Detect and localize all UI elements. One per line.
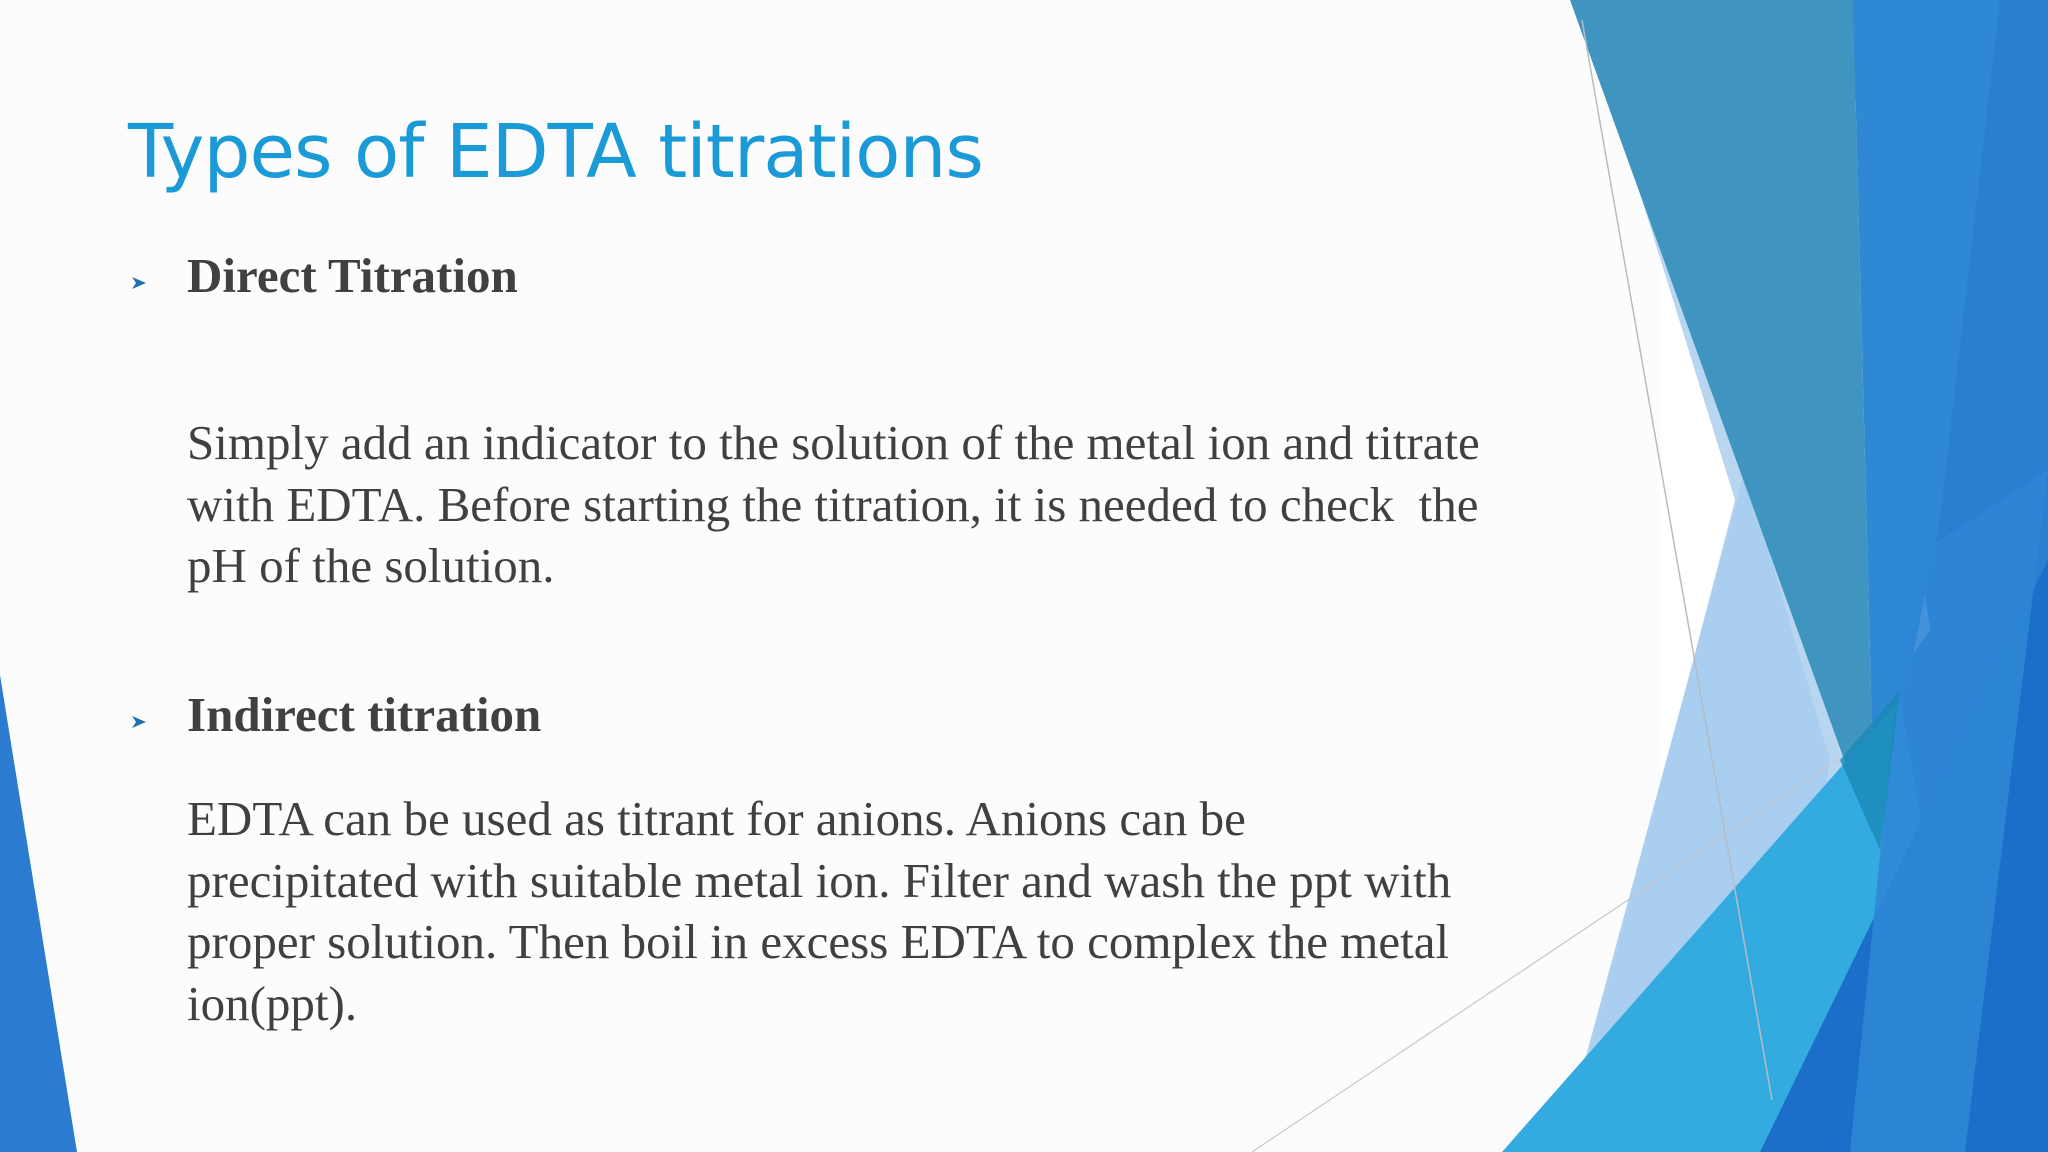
left-accent-shape — [0, 675, 77, 1152]
slide-title: Types of EDTA titrations — [128, 109, 983, 195]
body-line: Simply add an indicator to the solution of the metal ion and titrate — [187, 415, 1480, 470]
body-line: precipitated with suitable metal ion. Filter and wash the ppt with — [187, 852, 1452, 908]
body-line: EDTA can be used as titrant for anions. Anions can be — [187, 791, 1246, 846]
body-line: with EDTA. Before starting the titration, it is needed to check the — [187, 476, 1479, 532]
body-line: pH of the solution. — [187, 538, 555, 593]
arrowhead-bullet-icon — [128, 271, 152, 295]
arrowhead-bullet-icon — [128, 710, 152, 734]
section-body-indirect-titration — [187, 788, 1451, 1034]
body-line: ion(ppt). — [187, 975, 358, 1031]
section-body-direct-titration — [187, 412, 1480, 597]
section-heading-indirect-titration: Indirect titration — [187, 687, 542, 742]
section-heading-direct-titration: Direct Titration — [187, 248, 518, 303]
body-line: proper solution. Then boil in excess EDTA to complex the metal — [187, 914, 1450, 969]
